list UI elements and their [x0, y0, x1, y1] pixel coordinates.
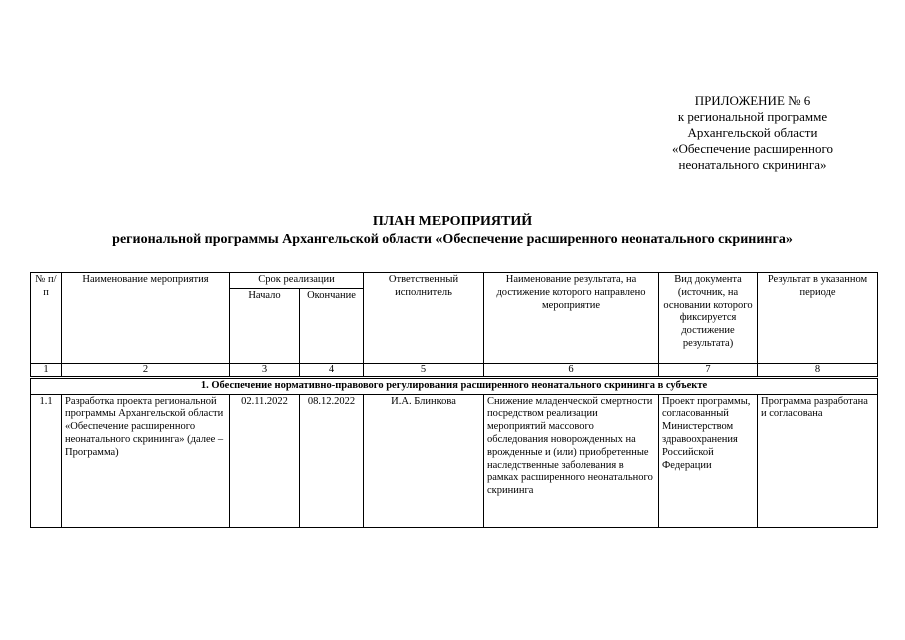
column-number: 4 [300, 363, 364, 377]
header-period: Срок реализации [230, 273, 364, 289]
header-responsible: Ответственный исполнитель [364, 273, 484, 364]
column-number-row [31, 363, 878, 377]
column-number: 7 [659, 363, 758, 377]
appendix-line: неонатального скрининга» [678, 157, 827, 172]
column-number: 5 [364, 363, 484, 377]
header-end: Окончание [300, 288, 364, 363]
appendix-line: «Обеспечение расширенного [671, 141, 834, 156]
header-num: № п/п [31, 273, 62, 364]
column-number: 1 [31, 363, 62, 377]
plan-title [30, 213, 875, 249]
row-name: Разработка проекта региональной программы Архангельской области «Обеспечение расширенного неонатального скрининга» (далее – Программа) [62, 394, 230, 527]
column-number: 2 [62, 363, 230, 377]
column-number: 6 [484, 363, 659, 377]
row-doc-type: Проект программы, согласованный Министерством здравоохранения Российской Федерации [659, 394, 758, 527]
row-num: 1.1 [31, 394, 62, 527]
column-number: 3 [230, 363, 300, 377]
appendix-line: к региональной программе [677, 109, 828, 124]
section-row [31, 377, 878, 394]
row-result: Программа разработана и согласована [758, 394, 878, 527]
header-doc-type: Вид документа (источник, на основании которого фиксируется достижение результата) [659, 273, 758, 364]
row-result-name: Снижение младенческой смертности посредством реализации мероприятий массового обследования новорожденных на врожденные и (или) приобретенные наследственные заболевания в рамках расширенного неонатального скрининга [484, 394, 659, 527]
table-row [31, 394, 878, 527]
plan-title-line1: ПЛАН МЕРОПРИЯТИЙ [372, 214, 533, 229]
plan-table [30, 272, 878, 528]
header-start: Начало [230, 288, 300, 363]
appendix-block [640, 93, 865, 173]
header-result-name: Наименование результата, на достижение которого направлено мероприятие [484, 273, 659, 364]
header-name: Наименование мероприятия [62, 273, 230, 364]
section-title: 1. Обеспечение нормативно-правового регулирования расширенного неонатального скрининга в субъекте [31, 377, 878, 394]
header-result: Результат в указанном периоде [758, 273, 878, 364]
plan-title-line2: региональной программы Архангельской области «Обеспечение расширенного неонатального скрининга» [112, 232, 793, 247]
header-row [31, 273, 878, 289]
row-responsible: И.А. Блинкова [364, 394, 484, 527]
appendix-line: Архангельской области [687, 125, 818, 140]
column-number: 8 [758, 363, 878, 377]
row-start: 02.11.2022 [230, 394, 300, 527]
appendix-line: ПРИЛОЖЕНИЕ № 6 [694, 93, 811, 108]
row-end: 08.12.2022 [300, 394, 364, 527]
